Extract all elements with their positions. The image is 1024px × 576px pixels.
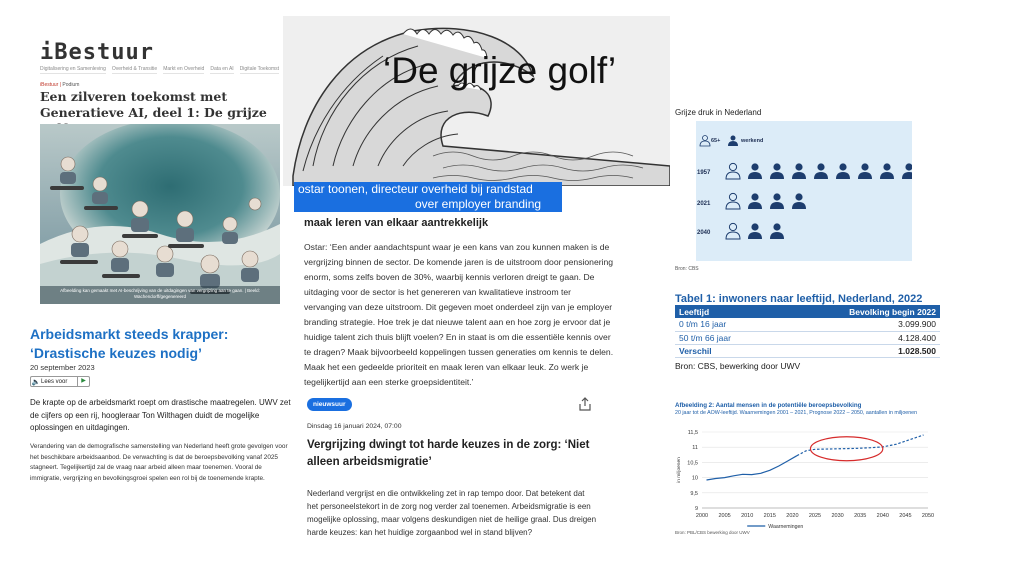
quote-subtitle: maak leren van elkaar aantrekkelijk (304, 217, 489, 229)
read-aloud-label: Lees voor (41, 378, 68, 385)
uwv-article-body: Verandering van de demografische samenstelling van Nederland heeft grote gevolgen voor het beschikbare arbeidsaanbod. De verwachting is dat de beroepsbevolking vanaf 2025 stagneert. Tegelijkertijd zal de vraag naar arbeid alleen maar toenemen. Vooral de immigratie, vergrijzing en bevolkingsgroei spelen een rol bij de toenemende krapte. (30, 443, 288, 482)
nos-article-title[interactable]: Vergrijzing dwingt tot harde keuzes in de zorg: ‘Niet alleen arbeidsmigratie’ (307, 439, 590, 468)
table-header-age: Leeftijd (675, 305, 778, 318)
grey-pressure-infographic (696, 121, 912, 261)
elderly-person-icon (726, 193, 740, 209)
population-table (675, 305, 940, 358)
nav-item[interactable]: Overheid & Transitie (111, 66, 158, 72)
y-tick-label: 9 (694, 506, 698, 512)
speaker-icon: 🔈 (31, 378, 41, 386)
working-person-icon (770, 163, 784, 179)
grey-pressure-title: Grijze druk in Nederland (675, 108, 762, 117)
share-icon[interactable] (578, 397, 592, 411)
uwv-article-date: 20 september 2023 (30, 363, 95, 372)
legend-working-label: werkend (741, 138, 764, 144)
breadcrumb-tag: Podium (62, 82, 80, 88)
observed-line (707, 456, 797, 480)
legend-elderly-icon (700, 136, 710, 147)
table-cell-population: 4.128.400 (778, 331, 940, 344)
x-tick-label: 2015 (763, 513, 776, 519)
table-row (675, 331, 940, 344)
nav-item[interactable]: Digitale Toekomst (239, 66, 280, 72)
working-person-icon (770, 223, 784, 239)
table-total-value: 1.028.500 (778, 344, 940, 357)
ibestuur-logo[interactable]: iBestuur (40, 40, 154, 65)
read-aloud-button[interactable] (30, 376, 90, 387)
table-row (675, 318, 940, 331)
breadcrumb-section[interactable]: iBestuur (40, 82, 59, 88)
legend-65-label: 65+ (711, 138, 721, 144)
working-person-icon (748, 193, 762, 209)
y-tick-label: 11 (692, 445, 698, 452)
x-tick-label: 2050 (921, 513, 935, 519)
uwv-article-title[interactable]: Arbeidsmarkt steeds krapper: ‘Drastische keuzes nodig’ (30, 326, 229, 361)
table-cell-population: 3.099.900 (778, 318, 940, 331)
y-tick-label: 11,5 (687, 430, 698, 436)
x-tick-label: 2025 (808, 513, 822, 519)
y-tick-label: 10,5 (687, 460, 698, 467)
x-tick-label: 2020 (786, 513, 799, 519)
working-person-icon (792, 163, 806, 179)
year-2040-label: 2040 (697, 230, 711, 236)
article-title[interactable]: Een zilveren toekomst met Generatieve AI, deel 1: De grijze (40, 89, 267, 120)
image-caption: Afbeelding kan gemaakt met AI-beschrijving van de uitdagingen van vergrijzing aan te gaan. | Beeld: Wachendorff/gegenereerd (40, 286, 280, 304)
population-table-title: Tabel 1: inwoners naar leeftijd, Nederland, 2022 (675, 293, 923, 305)
table-cell-age: 0 t/m 16 jaar (675, 318, 778, 331)
chart-subtitle: 20 jaar tot de AOW-leeftijd. Waarnemingen 2001 – 2021, Prognose 2022 – 2050, aantallen in miljoenen (675, 410, 918, 416)
nav-item[interactable]: Markt en Overheid (163, 66, 205, 72)
chart-source: Bron: PBL/CBS bewerking door UWV (675, 530, 750, 535)
y-axis-label: in miljoenen (677, 457, 682, 483)
speaker-banner-line2: over employer branding (415, 197, 542, 211)
legend-observed-label: Waarnemingen (768, 524, 804, 530)
table-header-population: Bevolking begin 2022 (778, 305, 940, 318)
highlight-ellipse (810, 437, 882, 461)
speaker-banner-line1: ostar toonen, directeur overheid bij randstad (298, 182, 533, 196)
wave-illustration (283, 16, 670, 186)
infographic-source: Bron: CBS (675, 266, 699, 272)
table-total-row (675, 344, 940, 357)
elderly-person-icon (726, 223, 740, 239)
labor-force-chart (672, 420, 940, 540)
y-tick-label: 10 (691, 475, 698, 482)
nav-item[interactable]: Digitalisering en Samenleving (40, 66, 106, 72)
working-person-icon (880, 163, 894, 179)
quote-body: Ostar: ‘Een ander aandachtspunt waar je een kans van zou kunnen maken is de vergrijzing binnen de sector. De komende jaren is de uitstroom door pensionering enorm, soms zelfs boven de 30%, waarbij kennis verloren dreigt te gaan. De uitdaging voor de sector is het genereren van kwalitatieve instroom ter vervanging van deze uitstroom. Dit gegeven moet onderdeel zijn van je employer branding strategie. Hoe trek je dat nieuwe talent aan en hoe zorg je ervoor dat je huidige talent zich thuis blijft voelen? En in staat is om die essentiële kennis over te dragen? Maak bijvoorbeeld koppelingen tussen generaties om kennis te delen. Maak het een gedeelde prioriteit en maak leren van elkaar leuk. Zo werk je tegelijkertijd aan een sterke groepsidentiteit.’ (304, 242, 614, 387)
x-tick-label: 2030 (831, 513, 844, 519)
x-tick-label: 2000 (695, 513, 709, 519)
x-tick-label: 2040 (876, 513, 889, 519)
people-figures (696, 121, 912, 261)
great-wave-drawing (283, 16, 670, 186)
elderly-surfers-illustration (40, 124, 280, 304)
working-person-icon (748, 223, 762, 239)
working-person-icon (814, 163, 828, 179)
play-icon[interactable]: ▶ (77, 377, 89, 386)
legend-working-icon (728, 136, 738, 147)
table-source: Bron: CBS, bewerking door UWV (675, 361, 801, 371)
chart-title: Afbeelding 2: Aantal mensen in de potentiële beroepsbevolking (675, 402, 862, 409)
nos-article-date: Dinsdag 16 januari 2024, 07:00 (307, 423, 402, 430)
x-tick-label: 2035 (854, 513, 867, 519)
y-tick-label: 9,5 (690, 490, 698, 497)
site-nav (40, 66, 285, 74)
working-person-icon (748, 163, 762, 179)
year-1957-label: 1957 (697, 170, 711, 176)
nos-article-body: Nederland vergrijst en die ontwikkeling zet in rap tempo door. Dat betekent dat het personeelstekort in de zorg nog verder zal toenemen. Arbeidsmigratie is een mogelijke oplossing, maar volgens deskundigen niet de heilige graal. Dus dreigen harde keuzes: kan het huidige zorgaanbod wel in stand blijven? (307, 489, 597, 537)
nav-item[interactable]: Data en AI (210, 66, 234, 72)
working-person-icon (836, 163, 850, 179)
nieuwsuur-tag[interactable]: nieuwsuur (307, 398, 352, 411)
hero-image (40, 124, 280, 304)
working-person-icon (770, 193, 784, 209)
x-tick-label: 2010 (741, 513, 754, 519)
working-person-icon (902, 163, 912, 179)
table-total-label: Verschil (675, 344, 778, 357)
wave-title: ‘De grijze golf’ (383, 50, 617, 91)
table-cell-age: 50 t/m 66 jaar (675, 331, 778, 344)
uwv-article-lead: De krapte op de arbeidsmarkt roept om drastische maatregelen. UWV zet de cijfers op een rij, hoogleraar Ton Wilthagen duidt de mogelijke oplossingen en uitdagingen. (30, 398, 291, 432)
x-tick-label: 2005 (718, 513, 731, 519)
working-person-icon (858, 163, 872, 179)
year-2021-label: 2021 (697, 201, 711, 207)
working-person-icon (792, 193, 806, 209)
elderly-person-icon (726, 163, 740, 179)
x-tick-label: 2045 (899, 513, 912, 519)
breadcrumb: iBestuur | Podium (40, 82, 80, 88)
